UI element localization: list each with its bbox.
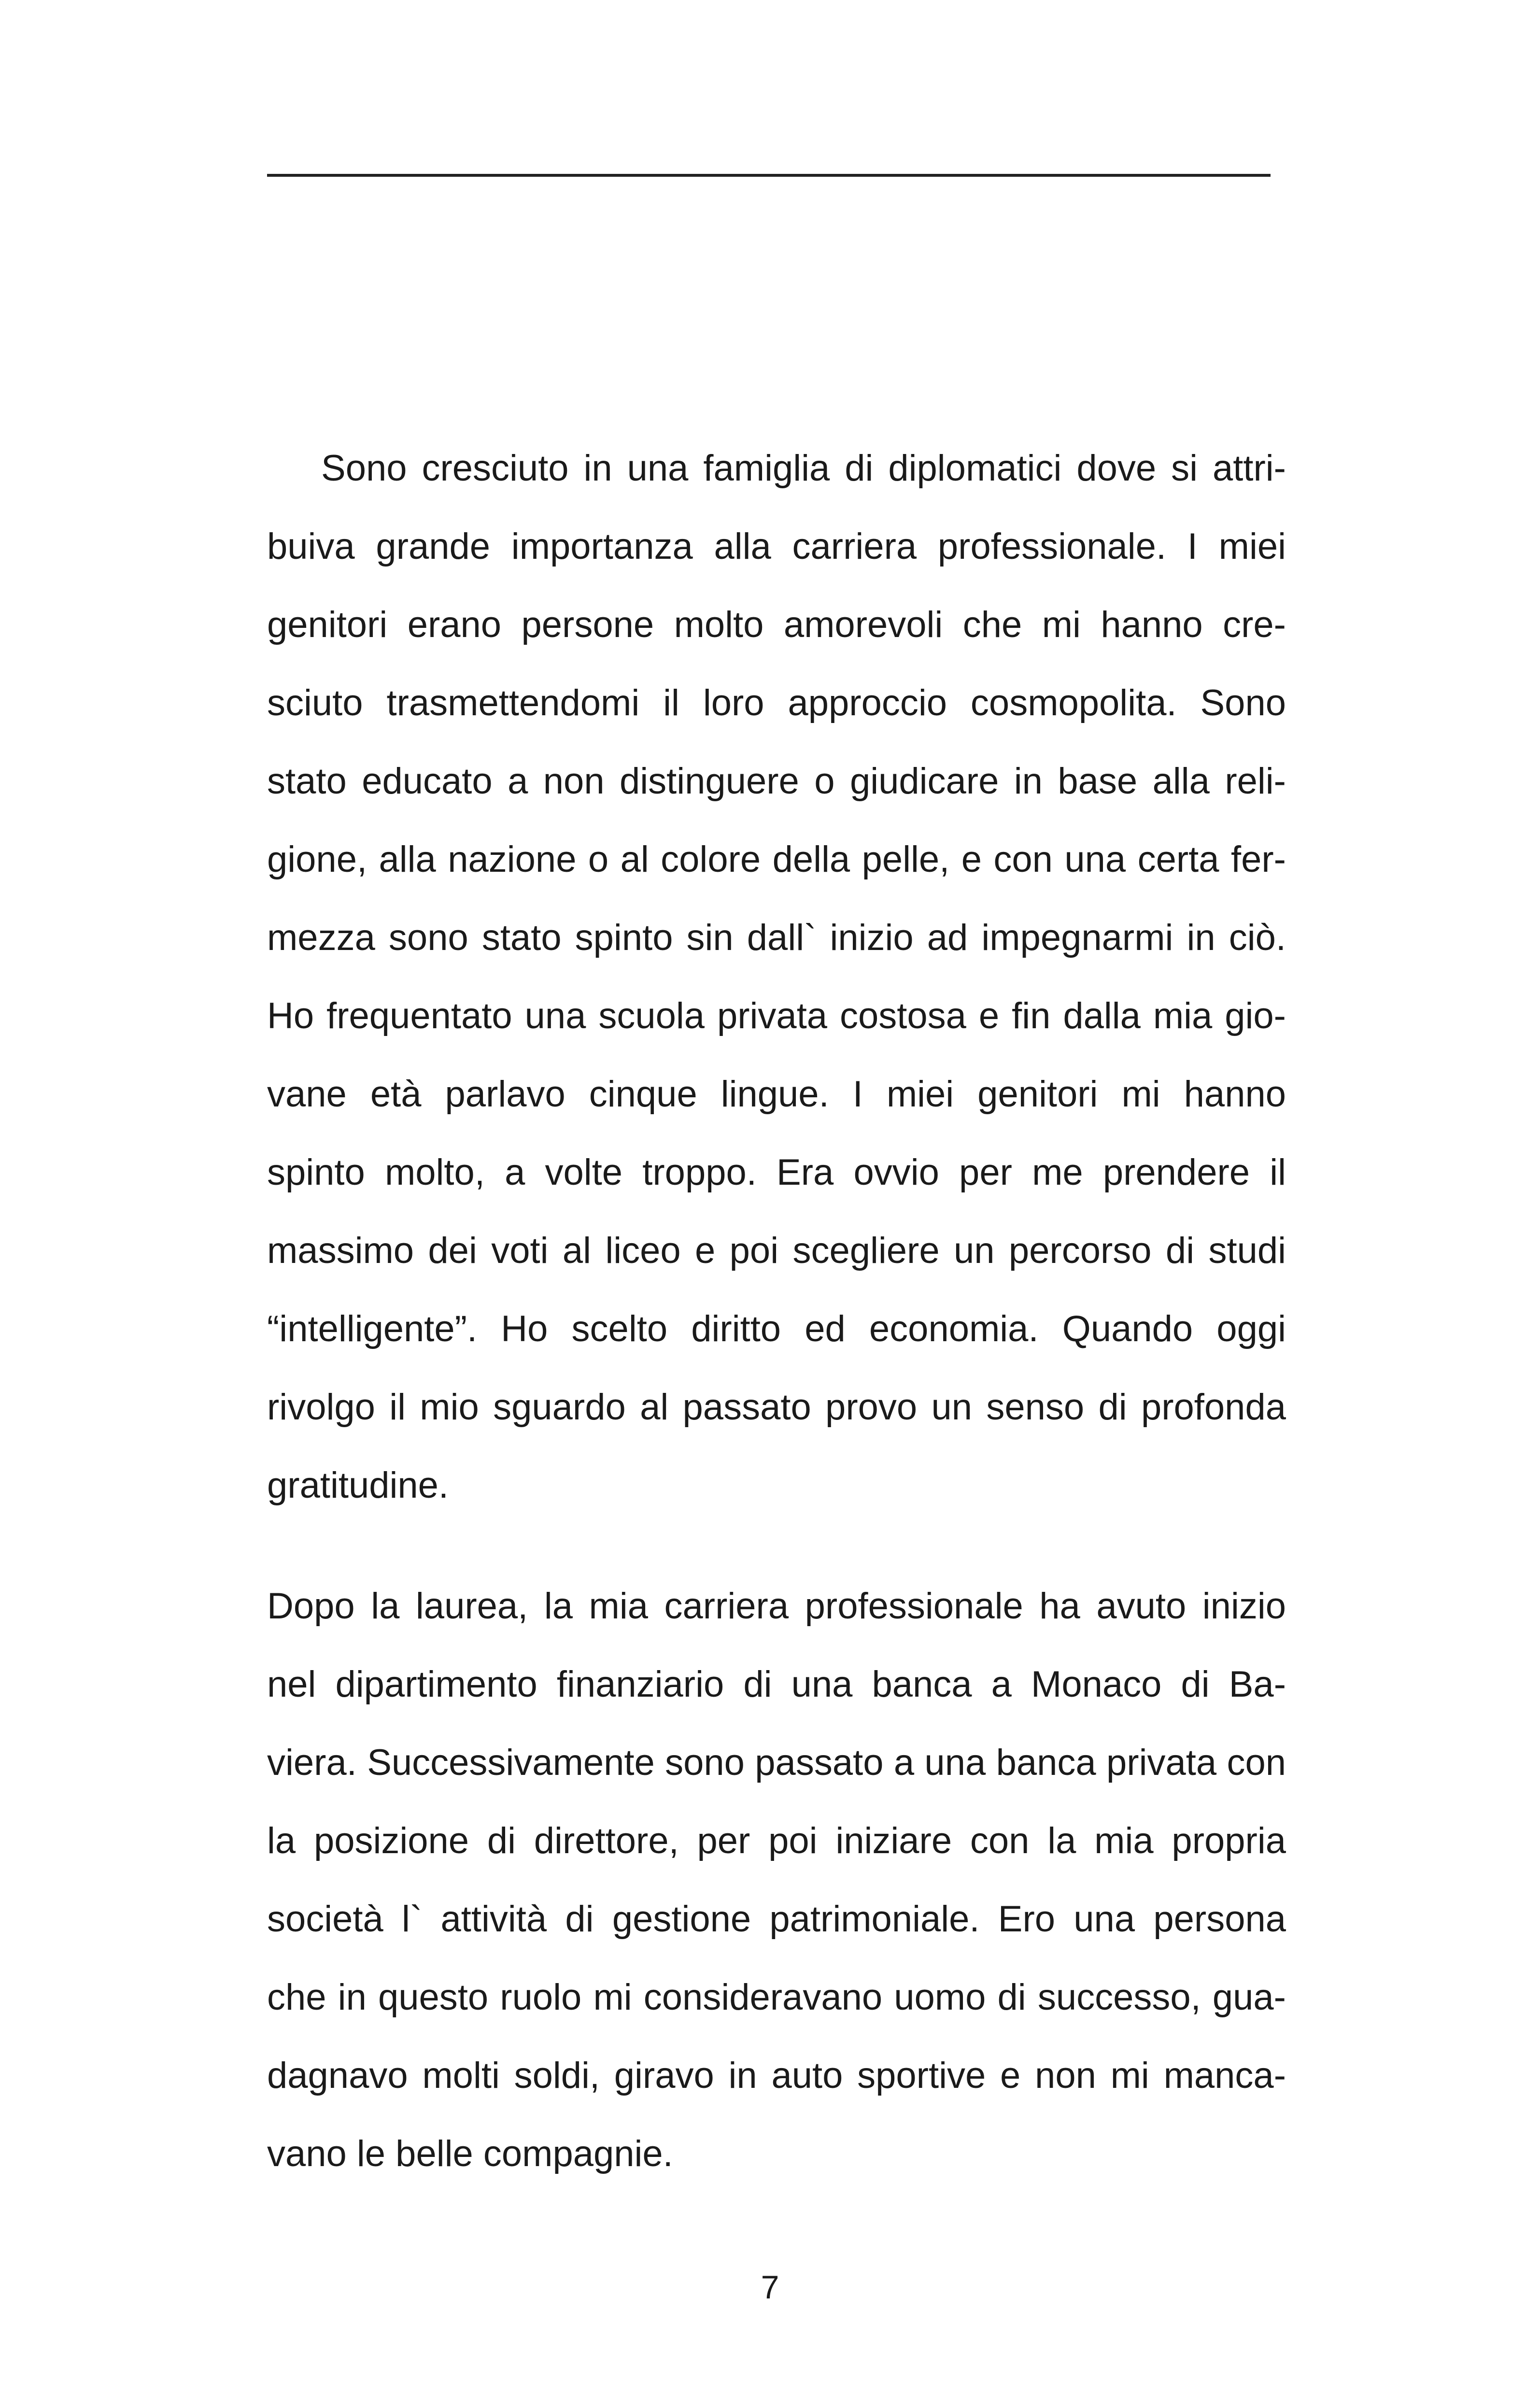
paragraph-line: gione, alla nazione o al colore della pelle, e con una certa fer- bbox=[267, 839, 1286, 880]
paragraph-line: la posizione di direttore, per poi iniziare con la mia propria bbox=[267, 1820, 1286, 1861]
paragraph-line: viera. Successivamente sono passato a una banca privata con bbox=[267, 1742, 1286, 1783]
paragraph-line: società l` attività di gestione patrimoniale. Ero una persona bbox=[267, 1899, 1286, 1940]
paragraph-line: sciuto trasmettendomi il loro approccio cosmopolita. Sono bbox=[267, 682, 1286, 723]
paragraph-line: che in questo ruolo mi consideravano uomo di successo, gua- bbox=[267, 1977, 1286, 2018]
paragraph-line: Ho frequentato una scuola privata costosa e fin dalla mia gio- bbox=[267, 995, 1286, 1036]
paragraph-2 bbox=[267, 1567, 1286, 2193]
paragraph-1 bbox=[267, 429, 1286, 1525]
paragraph-line: vane età parlavo cinque lingue. I miei genitori mi hanno bbox=[267, 1074, 1286, 1115]
paragraph-line: stato educato a non distinguere o giudicare in base alla reli- bbox=[267, 761, 1286, 802]
paragraph-line: gratitudine. bbox=[267, 1465, 449, 1506]
paragraph-line: mezza sono stato spinto sin dall` inizio ad impegnarmi in ciò. bbox=[267, 917, 1286, 958]
paragraph-line: “intelligente”. Ho scelto diritto ed economia. Quando oggi bbox=[267, 1308, 1286, 1349]
paragraph-line: vano le belle compagnie. bbox=[267, 2133, 673, 2174]
paragraph-line: Sono cresciuto in una famiglia di diplomatici dove si attri- bbox=[321, 448, 1286, 489]
page-number: 7 bbox=[761, 2269, 779, 2306]
paragraph-line: genitori erano persone molto amorevoli che mi hanno cre- bbox=[267, 604, 1286, 645]
paragraph-line: Dopo la laurea, la mia carriera professionale ha avuto inizio bbox=[267, 1586, 1286, 1627]
paragraph-line: spinto molto, a volte troppo. Era ovvio per me prendere il bbox=[267, 1152, 1286, 1193]
paragraph-line: buiva grande importanza alla carriera professionale. I miei bbox=[267, 526, 1286, 567]
paragraph-line: rivolgo il mio sguardo al passato provo un senso di profonda bbox=[267, 1387, 1286, 1428]
paragraph-line: massimo dei voti al liceo e poi scegliere un percorso di studi bbox=[267, 1230, 1286, 1271]
paragraph-line: nel dipartimento finanziario di una banca a Monaco di Ba- bbox=[267, 1664, 1286, 1705]
paragraph-line: dagnavo molti soldi, giravo in auto sportive e non mi manca- bbox=[267, 2055, 1286, 2096]
header-rule bbox=[267, 174, 1271, 177]
